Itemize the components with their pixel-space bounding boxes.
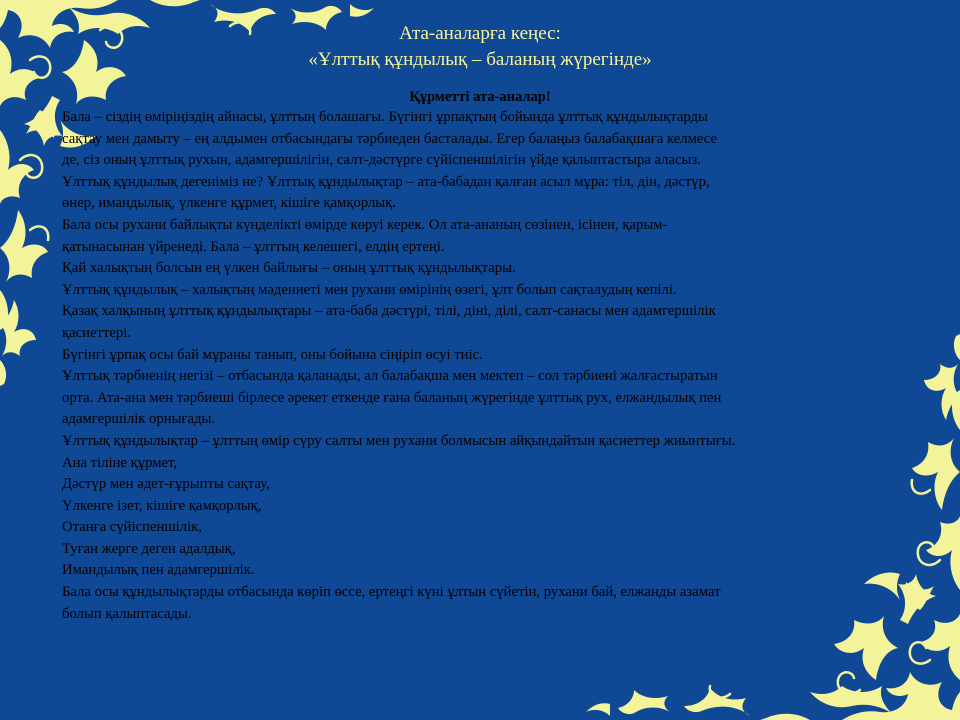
slide-title-line-2: «Ұлттық құндылық – баланың жүрегінде» xyxy=(308,49,652,70)
text-line: адамгершілік орнығады. xyxy=(62,411,216,428)
text-line: сақтау мен дамыту – ең алдымен отбасындағы тәрбиеден басталады. Егер балаңыз балабақшаға келмесе xyxy=(62,130,717,147)
text-line: Ұлттық құндылық – халықтың мәдениеті мен рухани өмірінің өзегі, ұлт болып сақталудың кепілі. xyxy=(62,281,677,298)
body-text xyxy=(62,107,922,625)
text-line: Бала осы құндылықтарды отбасында көріп өссе, ертеңгі күні ұлтын сүйетін, рухани бай, елжанды азамат xyxy=(62,584,721,601)
text-line: де, сіз оның ұлттық рухын, адамгершілігін, салт-дәстүрге сүйіспеншілігін үйде қалыптастыра аласыз. xyxy=(62,152,701,169)
text-line: Қай халықтың болсын ең үлкен байлығы – оның ұлттық құндылықтары. xyxy=(62,260,516,277)
text-line: Бала осы рухани байлықты күнделікті өмірде көруі керек. Ол ата-ананың сөзінен, ісінен, қарым- xyxy=(62,216,668,233)
list-item: Туған жерге деген адалдық, xyxy=(62,540,236,557)
text-line: қасиеттері. xyxy=(62,324,132,341)
list-item: Имандылық пен адамгершілік. xyxy=(62,562,255,579)
text-line: болып қалыптасады. xyxy=(62,605,192,622)
text-line: Бүгінгі ұрпақ осы бай мұраны танып, оны бойына сіңіріп өсуі тиіс. xyxy=(62,346,483,363)
text-line: Ұлттық құндылықтар – ұлттың өмір сүру салты мен рухани болмысын айқындайтын қасиеттер жиынтығы. xyxy=(62,432,736,449)
text-line: Ұлттық тәрбиенің негізі – отбасында қаланады, ал балабақша мен мектеп – сол тәрбиені жалғастыратын xyxy=(62,368,718,385)
text-line: Қазақ халқының ұлттық құндылықтары – ата-баба дәстүрі, тілі, діні, ділі, салт-санасы мен адамгершілік xyxy=(62,303,716,320)
greeting: Құрметті ата-аналар! xyxy=(409,89,551,105)
text-line: Ұлттық құндылық дегеніміз не? Ұлттық құндылықтар – ата-бабадан қалған асыл мұра: тіл, дін, дәстүр, xyxy=(62,173,710,190)
text-line: қатынасынан үйренеді. Бала – ұлттың келешегі, елдің ертеңі. xyxy=(62,238,445,255)
list-item: Ана тіліне құрмет, xyxy=(62,454,178,471)
text-line: Бала – сіздің өміріңіздің айнасы, ұлттың болашағы. Бүгінгі ұрпақтың бойында ұлттық құндылықтарды xyxy=(62,109,708,125)
slide-title-line-1: Ата-аналарға кеңес: xyxy=(399,23,561,44)
text-line: өнер, имандылық, үлкенге құрмет, кішіге қамқорлық. xyxy=(62,195,396,212)
text-line: орта. Ата-ана мен тәрбиеші бірлесе әрекет еткенде ғана баланың жүрегінде ұлттық рух, елжандылық пен xyxy=(62,389,722,406)
list-item: Үлкенге ізет, кішіге қамқорлық, xyxy=(62,497,262,514)
list-item: Дәстүр мен әдет-ғұрыпты сақтау, xyxy=(62,476,270,493)
list-item: Отанға сүйіспеншілік, xyxy=(62,519,202,536)
